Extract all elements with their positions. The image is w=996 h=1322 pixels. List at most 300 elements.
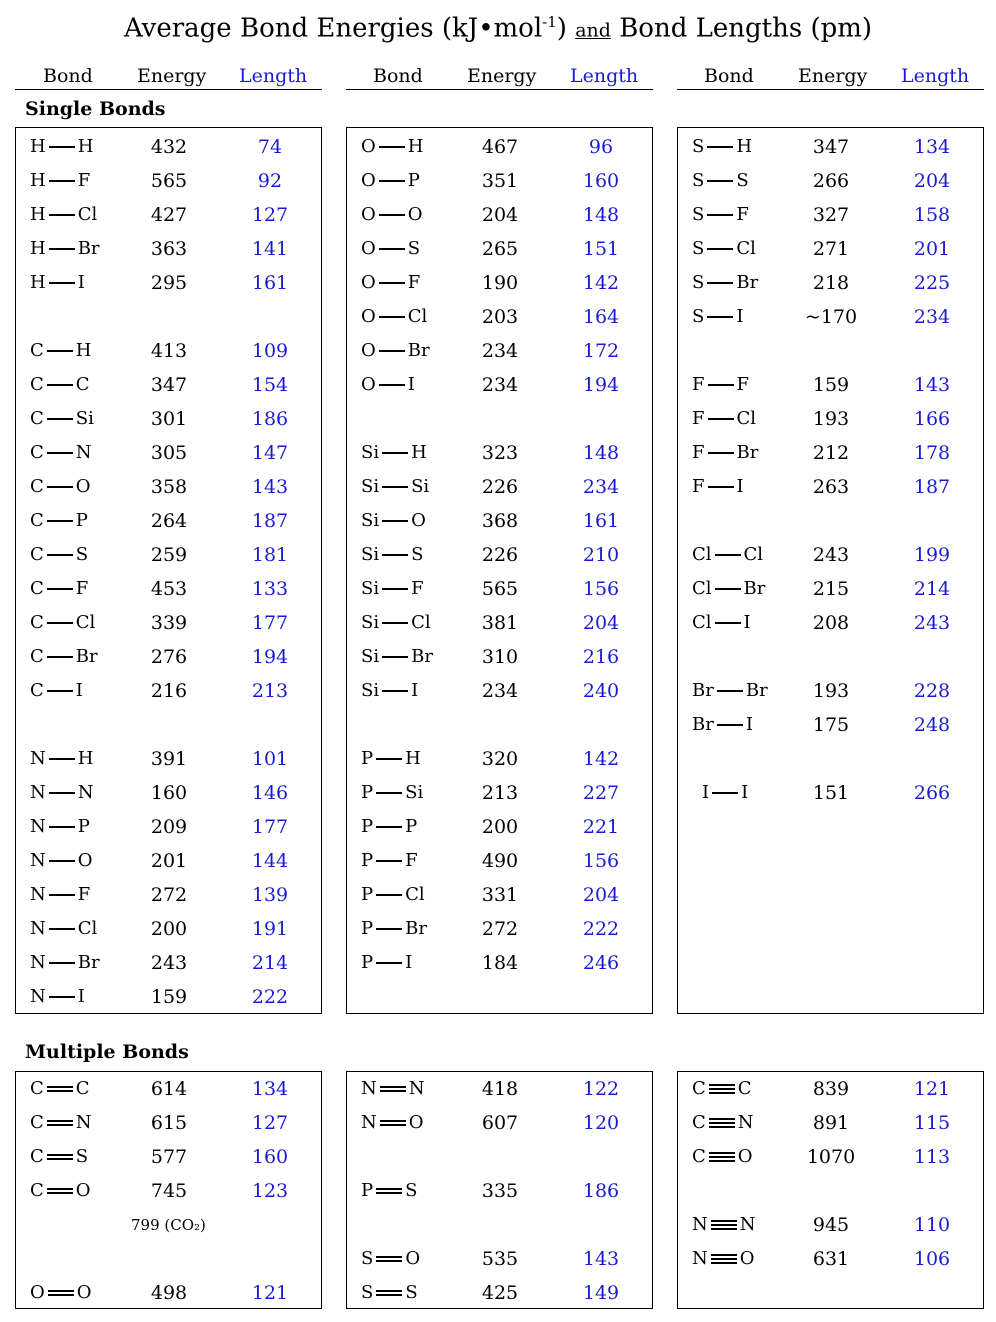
double-bond-line	[376, 1188, 402, 1194]
atom-label: I	[405, 952, 413, 973]
single-bond-line	[715, 554, 741, 556]
table-row	[678, 1210, 983, 1240]
atom-label: C	[30, 1146, 44, 1167]
atom-label: O	[411, 510, 426, 531]
length-value: 240	[582, 680, 620, 702]
atom-label: N	[739, 1214, 756, 1235]
single-bond-line	[717, 724, 743, 726]
double-bond-line	[48, 1290, 74, 1296]
bond-formula	[692, 234, 756, 264]
table-row	[678, 268, 983, 298]
atom-label: Cl	[692, 578, 712, 599]
energy-value: 565	[150, 170, 188, 192]
atom-label: N	[30, 748, 46, 769]
energy-value: 347	[150, 374, 188, 396]
single-bond-line	[708, 486, 734, 488]
table-row	[16, 744, 321, 774]
length-value: 164	[582, 306, 620, 328]
atom-label: O	[361, 170, 376, 191]
table-row	[347, 574, 652, 604]
atom-label: P	[361, 952, 374, 973]
single-bond-line	[382, 486, 408, 488]
length-value: 134	[251, 1078, 289, 1100]
single-bond-line	[49, 792, 75, 794]
atom-label: I	[745, 714, 753, 735]
table-row	[347, 1278, 652, 1308]
atom-label: S	[692, 136, 705, 157]
table-row	[678, 302, 983, 332]
energy-value: 320	[481, 748, 519, 770]
single-bond-line	[379, 180, 405, 182]
bond-formula	[361, 132, 423, 162]
length-value: 177	[251, 816, 289, 838]
bond-formula	[692, 676, 768, 706]
length-value: 139	[251, 884, 289, 906]
atom-label: P	[75, 510, 88, 531]
energy-value: 607	[481, 1112, 519, 1134]
atom-label: H	[30, 136, 46, 157]
length-value: 204	[582, 612, 620, 634]
atom-label: I	[702, 782, 710, 803]
energy-value: 215	[812, 578, 850, 600]
double-bond-line	[376, 1290, 402, 1296]
atom-label: N	[361, 1078, 377, 1099]
table-row	[16, 472, 321, 502]
single-bond-line	[47, 656, 73, 658]
single-bond-line	[382, 690, 408, 692]
atom-label: C	[30, 374, 44, 395]
energy-value: 234	[481, 374, 519, 396]
length-value: 121	[251, 1282, 289, 1304]
energy-value: 295	[150, 272, 188, 294]
single-bond-line	[49, 248, 75, 250]
double-bond-line	[47, 1188, 73, 1194]
single-bonds-panel-2	[346, 127, 653, 1014]
energy-value: 200	[150, 918, 188, 940]
length-value: 161	[251, 272, 289, 294]
energy-value: 351	[481, 170, 519, 192]
atom-label: Br	[411, 646, 433, 667]
bond-formula	[30, 880, 90, 910]
double-bond-line	[376, 1256, 402, 1262]
atom-label: H	[30, 204, 46, 225]
page-title: Average Bond Energies (kJ•mol$^{-1}$) and Bond Lengths (pm)	[123, 13, 873, 44]
atom-label: C	[30, 680, 44, 701]
table-row	[678, 166, 983, 196]
table-row	[16, 540, 321, 570]
atom-label: F	[411, 578, 424, 599]
atom-label: C	[75, 1078, 90, 1099]
bond-formula	[692, 132, 752, 162]
single-bond-line	[376, 860, 402, 862]
atom-label: H	[77, 136, 94, 157]
single-bond-line	[379, 316, 405, 318]
energy-value: 467	[481, 136, 519, 158]
atom-label: N	[30, 986, 46, 1007]
atom-label: Br	[75, 646, 98, 667]
atom-label: P	[77, 816, 90, 837]
table-row	[678, 540, 983, 570]
length-value: 142	[582, 748, 620, 770]
length-value: 234	[582, 476, 620, 498]
atom-label: Si	[361, 612, 380, 633]
length-value: 142	[582, 272, 620, 294]
atom-label: I	[736, 306, 744, 327]
bond-formula	[692, 1244, 755, 1274]
energy-header: Energy	[137, 65, 207, 87]
bond-formula	[361, 234, 420, 264]
single-bond-line	[47, 418, 73, 420]
atom-label: N	[30, 884, 46, 905]
energy-value: 212	[812, 442, 850, 464]
table-row	[347, 1176, 652, 1206]
atom-label: F	[77, 884, 91, 905]
energy-value: 327	[812, 204, 850, 226]
atom-label: O	[76, 1282, 92, 1303]
bond-formula	[30, 642, 98, 672]
length-value: 177	[251, 612, 289, 634]
length-value: 222	[251, 986, 289, 1008]
bond-formula	[361, 642, 433, 672]
atom-label: C	[30, 1078, 44, 1099]
length-value: 227	[582, 782, 620, 804]
table-row	[347, 812, 652, 842]
table-row	[678, 472, 983, 502]
single-bond-line	[379, 282, 405, 284]
length-value: 143	[913, 374, 951, 396]
atom-label: Cl	[411, 612, 431, 633]
bond-formula	[361, 1108, 424, 1138]
atom-label: I	[77, 272, 85, 293]
single-bond-line	[707, 316, 733, 318]
table-row	[347, 234, 652, 264]
table-row	[347, 370, 652, 400]
length-value: 222	[582, 918, 620, 940]
atom-label: N	[30, 816, 46, 837]
atom-label: O	[361, 238, 376, 259]
bond-formula	[692, 1108, 754, 1138]
length-value: 101	[251, 748, 289, 770]
energy-value: 264	[150, 510, 188, 532]
table-row	[347, 438, 652, 468]
single-bond-line	[47, 622, 73, 624]
atom-label: P	[407, 170, 420, 191]
length-value: 110	[913, 1214, 951, 1236]
atom-label: Si	[361, 646, 380, 667]
length-value: 221	[582, 816, 620, 838]
atom-label: Br	[407, 340, 430, 361]
atom-label: O	[77, 850, 93, 871]
energy-value: 265	[481, 238, 519, 260]
bond-formula	[361, 948, 412, 978]
atom-label: F	[692, 476, 705, 497]
bond-formula	[30, 540, 88, 570]
length-value: 106	[913, 1248, 951, 1270]
atom-label: P	[361, 782, 374, 803]
atom-label: C	[737, 1078, 752, 1099]
length-value: 115	[913, 1112, 951, 1134]
length-value: 213	[251, 680, 289, 702]
single-bond-line	[47, 486, 73, 488]
length-header: Length	[239, 65, 308, 87]
length-value: 148	[582, 204, 620, 226]
length-value: 191	[251, 918, 289, 940]
bond-formula	[692, 1074, 752, 1104]
energy-value: 184	[481, 952, 519, 974]
energy-value: 204	[481, 204, 519, 226]
single-bond-line	[382, 554, 408, 556]
length-value: 127	[251, 204, 289, 226]
atom-label: P	[361, 850, 374, 871]
single-bond-line	[382, 588, 408, 590]
atom-label: P	[361, 816, 374, 837]
single-bond-line	[707, 214, 733, 216]
single-bond-line	[707, 180, 733, 182]
length-value: 172	[582, 340, 620, 362]
double-bond-line	[47, 1154, 73, 1160]
length-value: 134	[913, 136, 951, 158]
atom-label: S	[411, 544, 424, 565]
single-bond-line	[379, 350, 405, 352]
energy-value: 305	[150, 442, 188, 464]
single-bond-line	[376, 962, 402, 964]
table-row	[16, 846, 321, 876]
bond-formula	[30, 574, 88, 604]
length-value: 141	[251, 238, 289, 260]
table-row	[347, 608, 652, 638]
bond-formula	[702, 778, 748, 808]
atom-label: P	[361, 884, 374, 905]
atom-label: O	[737, 1146, 753, 1167]
energy-value: 615	[150, 1112, 188, 1134]
bond-formula	[692, 574, 765, 604]
length-value: 121	[913, 1078, 951, 1100]
bond-formula	[361, 778, 423, 808]
atom-label: H	[411, 442, 427, 463]
energy-value: 234	[481, 680, 519, 702]
bond-formula	[30, 948, 100, 978]
energy-value: 213	[481, 782, 519, 804]
length-value: 187	[251, 510, 289, 532]
double-bond-line	[380, 1120, 406, 1126]
bond-formula	[692, 438, 758, 468]
bond-formula	[361, 302, 427, 332]
table-row	[16, 574, 321, 604]
bond-formula	[361, 1278, 418, 1308]
energy-value: 339	[150, 612, 188, 634]
single-bond-line	[47, 452, 73, 454]
energy-value: 218	[812, 272, 850, 294]
energy-value: ~170	[804, 306, 858, 328]
table-row	[347, 1108, 652, 1138]
length-value: 158	[913, 204, 951, 226]
atom-label: C	[692, 1146, 706, 1167]
triple-bond-line	[709, 1118, 735, 1128]
table-row	[16, 166, 321, 196]
table-row	[678, 370, 983, 400]
table-row	[16, 404, 321, 434]
energy-value: 259	[150, 544, 188, 566]
single-bond-line	[47, 350, 73, 352]
bond-formula	[361, 540, 423, 570]
table-row	[678, 676, 983, 706]
bond-formula	[30, 982, 85, 1012]
bond-formula	[692, 472, 744, 502]
footnote-value: 799 (CO₂)	[131, 1216, 206, 1234]
atom-label: F	[692, 374, 705, 395]
energy-value: 432	[150, 136, 188, 158]
bond-formula	[361, 438, 427, 468]
atom-label: Br	[405, 918, 427, 939]
bond-formula	[361, 744, 421, 774]
atom-label: S	[736, 170, 749, 191]
energy-value: 208	[812, 612, 850, 634]
bond-formula	[361, 812, 417, 842]
atom-label: N	[30, 782, 46, 803]
bond-formula	[30, 438, 92, 468]
table-row	[347, 1074, 652, 1104]
energy-value: 159	[150, 986, 188, 1008]
atom-label: Cl	[692, 612, 712, 633]
energy-value: 381	[481, 612, 519, 634]
energy-value: 839	[812, 1078, 850, 1100]
length-header: Length	[901, 65, 970, 87]
atom-label: H	[30, 272, 46, 293]
atom-label: S	[405, 1180, 418, 1201]
energy-value: 200	[481, 816, 519, 838]
atom-label: O	[405, 1248, 421, 1269]
multiple-bonds-panel-1	[15, 1071, 322, 1309]
energy-value: 577	[150, 1146, 188, 1168]
atom-label: Si	[361, 578, 380, 599]
table-row	[347, 846, 652, 876]
length-value: 123	[251, 1180, 289, 1202]
length-value: 187	[913, 476, 951, 498]
bond-formula	[30, 1176, 91, 1206]
bond-formula	[361, 336, 430, 366]
atom-label: N	[30, 952, 46, 973]
energy-value: 368	[481, 510, 519, 532]
bond-formula	[30, 268, 85, 298]
length-value: 120	[582, 1112, 620, 1134]
atom-label: F	[736, 204, 749, 225]
bond-formula	[361, 200, 423, 230]
atom-label: P	[361, 918, 374, 939]
table-row	[16, 1278, 321, 1308]
length-value: 210	[582, 544, 620, 566]
length-value: 246	[582, 952, 620, 974]
single-bond-line	[49, 928, 75, 930]
single-bond-line	[382, 452, 408, 454]
atom-label: C	[692, 1078, 706, 1099]
bond-formula	[692, 268, 758, 298]
atom-label: Br	[736, 442, 759, 463]
single-bond-line	[49, 180, 75, 182]
energy-value: 498	[150, 1282, 188, 1304]
length-value: 143	[582, 1248, 620, 1270]
energy-value: 413	[150, 340, 188, 362]
bond-formula	[692, 540, 763, 570]
atom-label: H	[736, 136, 753, 157]
energy-header: Energy	[467, 65, 537, 87]
atom-label: Si	[361, 510, 380, 531]
atom-label: Cl	[405, 884, 425, 905]
single-bond-line	[379, 248, 405, 250]
bond-formula	[30, 200, 97, 230]
table-row	[16, 812, 321, 842]
bond-formula	[30, 1142, 88, 1172]
single-bond-line	[47, 554, 73, 556]
table-row	[347, 132, 652, 162]
energy-value: 453	[150, 578, 188, 600]
length-value: 266	[913, 782, 951, 804]
single-bond-line	[707, 248, 733, 250]
energy-value: 891	[812, 1112, 850, 1134]
atom-label: O	[407, 204, 423, 225]
length-value: 146	[251, 782, 289, 804]
atom-label: Cl	[736, 408, 757, 429]
table-row	[347, 268, 652, 298]
atom-label: H	[30, 170, 46, 191]
energy-value: 203	[481, 306, 519, 328]
table-row	[678, 1142, 983, 1172]
energy-value: 391	[150, 748, 188, 770]
energy-value: 614	[150, 1078, 188, 1100]
single-bond-line	[707, 146, 733, 148]
energy-value: 425	[481, 1282, 519, 1304]
single-bond-line	[376, 826, 402, 828]
length-value: 216	[582, 646, 620, 668]
atom-label: H	[405, 748, 421, 769]
bond-header: Bond	[43, 65, 93, 87]
energy-value: 226	[481, 476, 519, 498]
double-bond-line	[47, 1086, 73, 1092]
bond-formula	[361, 1074, 425, 1104]
table-row	[678, 404, 983, 434]
atom-label: O	[30, 1282, 45, 1303]
atom-label: I	[736, 476, 744, 497]
length-value: 181	[251, 544, 289, 566]
energy-value: 1070	[806, 1146, 856, 1168]
column-header-3	[677, 64, 984, 90]
energy-value: 535	[481, 1248, 519, 1270]
single-bond-line	[715, 588, 741, 590]
atom-label: S	[75, 544, 89, 565]
single-bond-line	[49, 282, 75, 284]
single-bond-line	[47, 690, 73, 692]
length-value: 96	[588, 136, 614, 158]
energy-value: 310	[481, 646, 519, 668]
atom-label: I	[411, 680, 419, 701]
single-bond-line	[376, 758, 402, 760]
energy-value: 159	[812, 374, 850, 396]
column-header-2	[346, 64, 653, 90]
energy-value: 243	[150, 952, 188, 974]
atom-label: Cl	[77, 204, 98, 225]
single-bond-line	[49, 146, 75, 148]
bond-formula	[692, 404, 756, 434]
single-bonds-panel-1	[15, 127, 322, 1014]
single-bonds-heading: Single Bonds	[25, 98, 166, 120]
atom-label: S	[75, 1146, 89, 1167]
bond-formula	[30, 914, 97, 944]
energy-value: 234	[481, 340, 519, 362]
atom-label: S	[407, 238, 421, 259]
table-row	[347, 1244, 652, 1274]
length-value: 243	[913, 612, 951, 634]
single-bond-line	[717, 690, 743, 692]
table-row	[347, 914, 652, 944]
